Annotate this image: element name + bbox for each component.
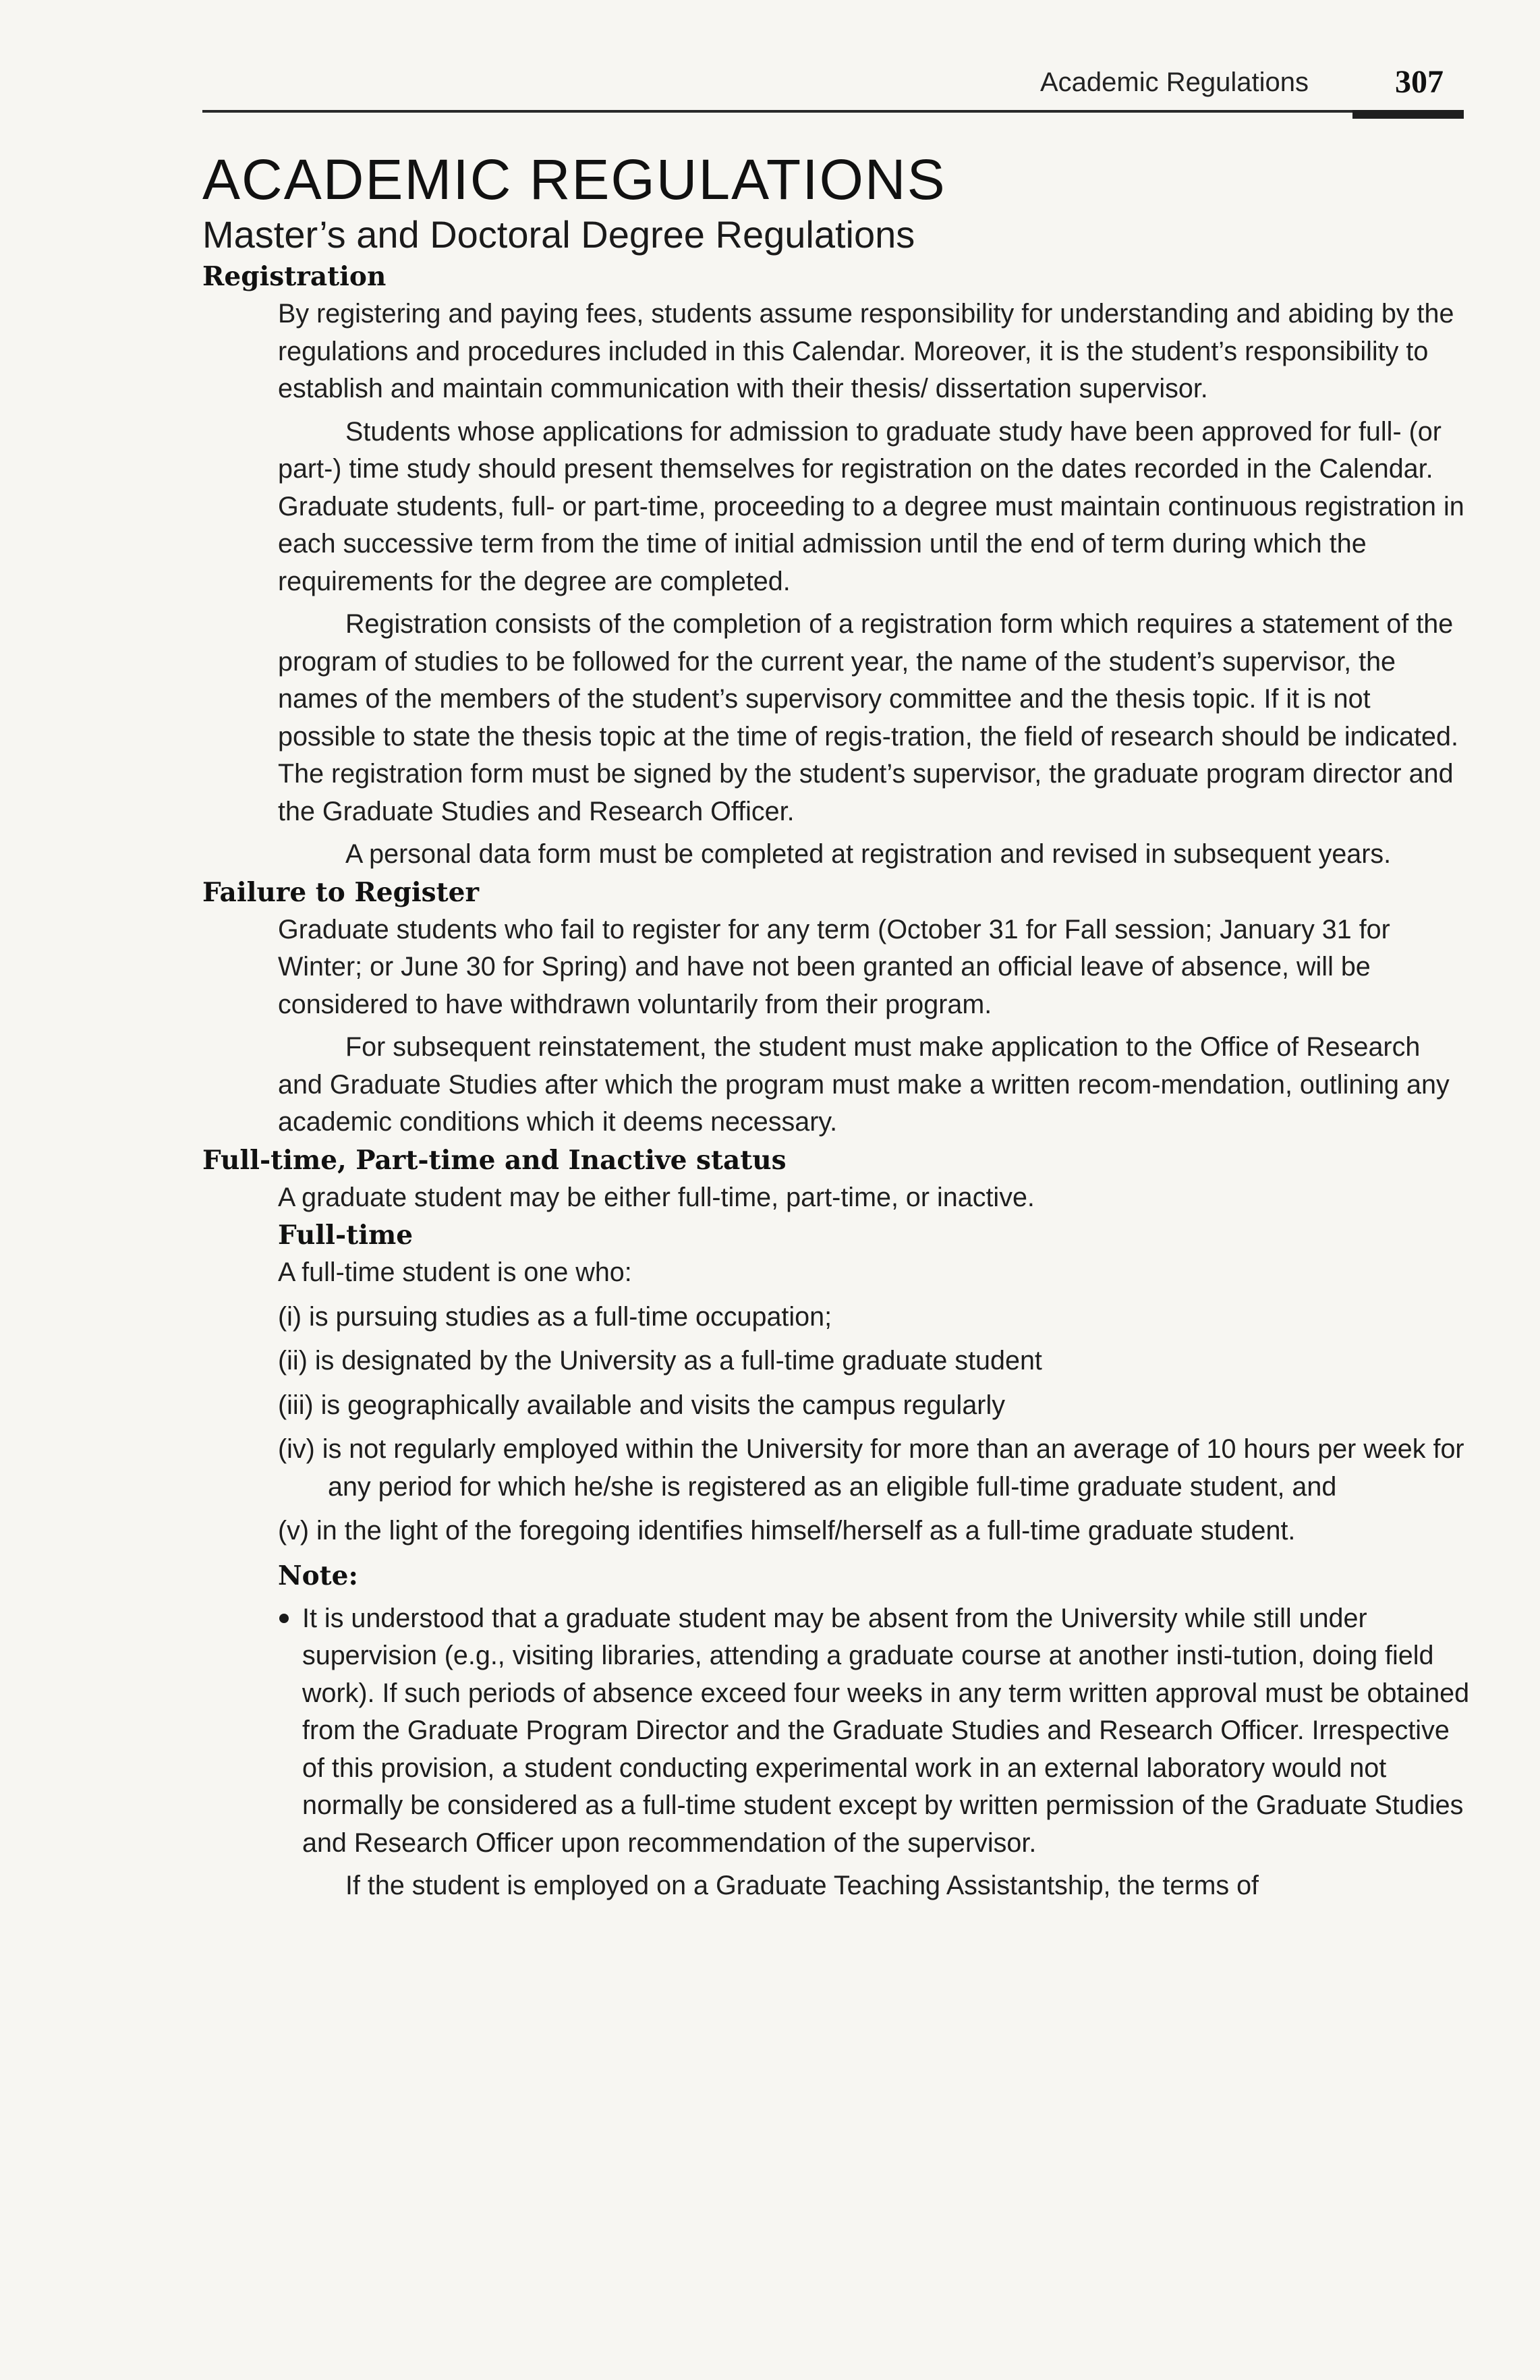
page-subtitle: Master’s and Doctoral Degree Regulations <box>202 213 915 256</box>
paragraph: If the student is employed on a Graduate Teaching Assistantship, the terms of <box>345 1871 1259 1900</box>
header-rule-accent <box>1352 110 1464 119</box>
list-item <box>278 1600 1471 1863</box>
section-heading-registration: Registration <box>202 261 387 292</box>
paragraph: Graduate students who fail to register for any term (October 31 for Fall session; January 31 for Winter; or June 30 for Spring) and have not been granted an official leave of absence, will be considered to have withdrawn voluntarily from their program. <box>278 914 1390 1019</box>
paragraph: Registration consists of the completion of a registration form which requires a statement of the program of studies to be followed for the current year, the name of the student’s supervisor, the names of the members of the student’s supervisory committee and the thesis topic. If it is not possible to state the thesis topic at the time of regis-tration, the field of research should be indicated. The registration form must be signed by the student’s supervisor, the graduate program director and the Graduate Studies and Research Officer. <box>278 609 1458 826</box>
page-content <box>202 147 1471 1905</box>
running-header <box>202 62 1444 109</box>
list-item: (v) in the light of the foregoing identifies himself/herself as a full-time graduate student. <box>278 1516 1296 1546</box>
paragraph: For subsequent reinstatement, the student must make application to the Office of Research and Graduate Studies after which the program must make a written recom-mendation, outlining any academic conditions which it deems necessary. <box>278 1032 1450 1137</box>
list-item: (ii) is designated by the University as a full-time graduate student <box>278 1346 1042 1376</box>
paragraph: A graduate student may be either full-time, part-time, or inactive. <box>278 1182 1035 1212</box>
list-item: (iv) is not regularly employed within the University for more than an average of 10 hours per week for any period for which he/she is registered as an eligible full-time graduate student, and <box>278 1434 1464 1502</box>
note-text: It is understood that a graduate student may be absent from the University while still under supervision (e.g., visiting libraries, attending a graduate course at another insti-tution, doing field work). If such periods of absence exceed four weeks in any term written approval must be obtained from the Graduate Program Director and the Graduate Studies and Research Officer. Irrespective of this provision, a student conducting experimental work in an external laboratory would not normally be considered as a full-time student except by written permission of the Graduate Studies and Research Officer upon recommendation of the supervisor. <box>302 1603 1470 1858</box>
running-title: Academic Regulations <box>1040 67 1309 97</box>
paragraph: By registering and paying fees, students assume responsibility for understanding and abiding by the regulations and procedures included in this Calendar. Moreover, it is the student’s responsibility to establish and maintain communication with their thesis/ dissertation supervisor. <box>278 299 1454 403</box>
list-item: (i) is pursuing studies as a full-time occupation; <box>278 1301 832 1332</box>
paragraph: Students whose applications for admission to graduate study have been approved for full- (or part-) time study should present themselves for registration on the dates recorded in the Calendar. Graduate students, full- or part-time, proceeding to a degree must maintain continuous registration in each successive term from the time of initial admission until the end of term during which the requirements for the degree are completed. <box>278 416 1464 596</box>
note-list <box>278 1600 1471 1863</box>
paragraph: A full-time student is one who: <box>278 1257 632 1287</box>
bullet-icon <box>279 1614 289 1623</box>
page-title: ACADEMIC REGULATIONS <box>202 148 946 211</box>
section-heading-failure-to-register: Failure to Register <box>202 876 479 908</box>
full-time-criteria-list <box>278 1299 1471 1550</box>
paragraph: A personal data form must be completed at registration and revised in subsequent years. <box>345 839 1392 869</box>
page-number: 307 <box>1395 64 1444 100</box>
note-heading: Note: <box>278 1560 358 1591</box>
subheading-full-time: Full-time <box>278 1220 413 1251</box>
section-heading-status: Full-time, Part-time and Inactive status <box>202 1144 787 1176</box>
header-rule <box>202 110 1464 113</box>
list-item: (iii) is geographically available and visits the campus regularly <box>278 1390 1005 1420</box>
